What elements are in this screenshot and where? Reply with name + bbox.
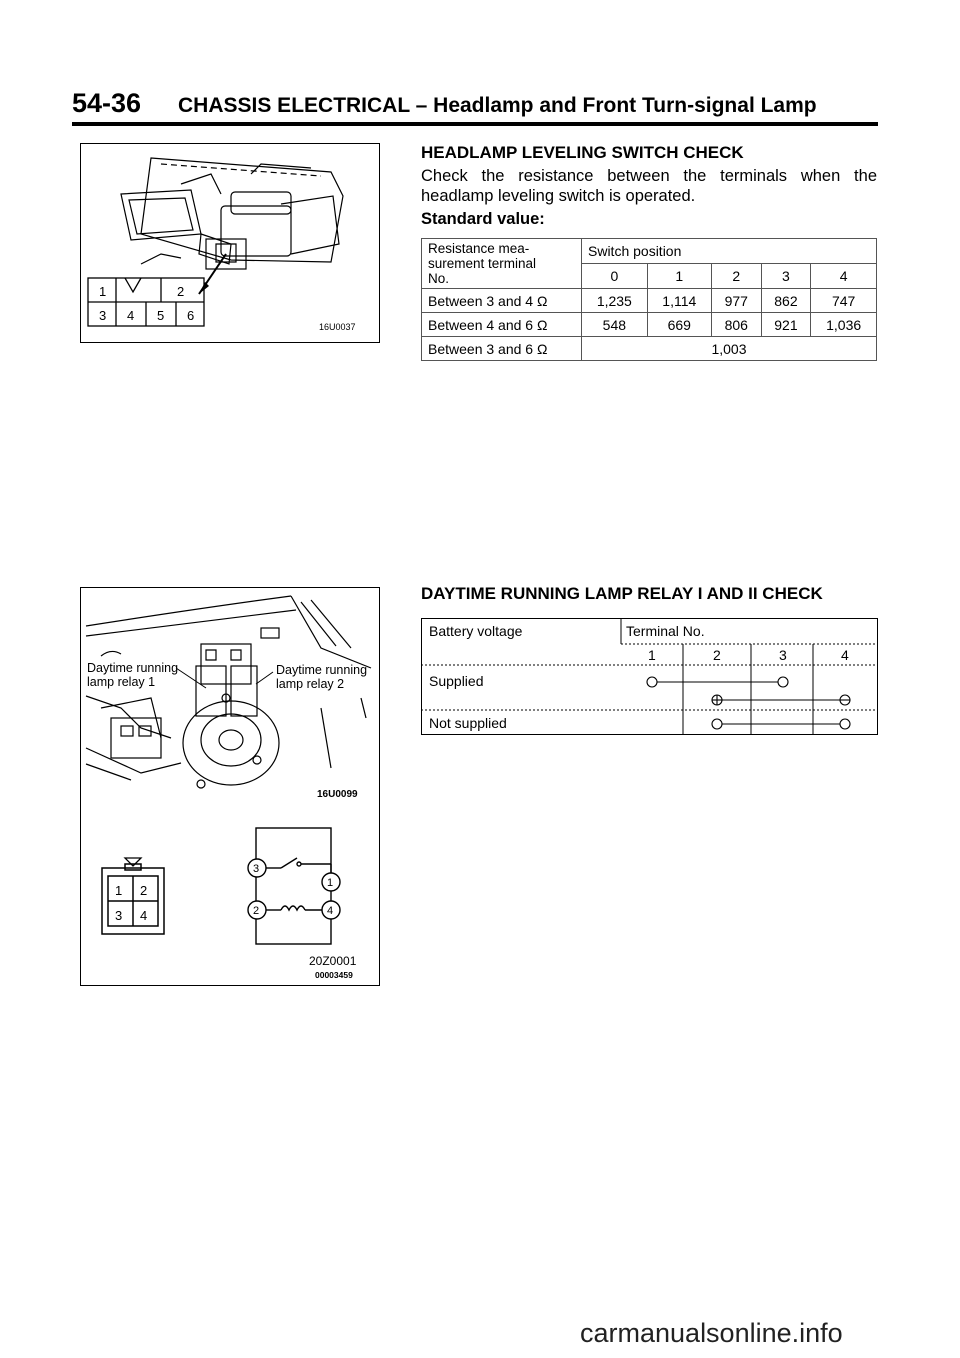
col-header-battery: Battery voltage: [429, 623, 523, 639]
cell: 548: [582, 313, 648, 337]
page-title: CHASSIS ELECTRICAL – Headlamp and Front Turn-signal Lamp: [178, 94, 817, 117]
circuit-terminal-1: 1: [327, 877, 334, 889]
watermark: carmanualsonline.info: [580, 1318, 843, 1348]
section-body-leveling: Check the resistance between the terminals when the headlamp leveling switch is operated.: [421, 167, 877, 205]
terminal-4: 4: [127, 308, 135, 323]
label-relay1-line1: Daytime running: [87, 661, 179, 675]
relay-illustration: [81, 588, 378, 984]
pos-1: 1: [647, 264, 711, 289]
merged-cell: 1,003: [582, 337, 877, 361]
row-label-supplied: Supplied: [429, 673, 484, 689]
label-relay2-line2: lamp relay 2: [276, 677, 345, 691]
label-relay1-line2: lamp relay 1: [87, 675, 156, 689]
figure-leveling-switch: [80, 143, 380, 343]
section-title-leveling: HEADLAMP LEVELING SWITCH CHECK: [421, 143, 744, 162]
pos-0: 0: [582, 264, 648, 289]
switch-position-header: Switch position: [582, 239, 877, 264]
cell: 1,235: [582, 289, 648, 313]
cell: 669: [647, 313, 711, 337]
figure-relay: [80, 587, 380, 986]
col-header-terminal: Resistance mea- surement terminal No.: [422, 239, 582, 289]
conn-terminal-2: 2: [140, 883, 148, 898]
row-label: Between 3 and 6 Ω: [422, 337, 582, 361]
header-rule: [72, 122, 878, 126]
conn-terminal-1: 1: [115, 883, 123, 898]
row-label-not-supplied: Not supplied: [429, 715, 507, 731]
pos-2: 2: [711, 264, 761, 289]
relay-check-table: [421, 618, 878, 736]
figure-code-small: 00003459: [315, 970, 353, 980]
terminal-3-header: 3: [779, 647, 787, 663]
circuit-terminal-2: 2: [253, 905, 260, 917]
page-number: 54-36: [72, 88, 142, 118]
terminal-6: 6: [187, 308, 195, 323]
figure-code-bottom: 20Z0001: [309, 954, 357, 968]
terminal-4-header: 4: [841, 647, 849, 663]
terminal-2-header: 2: [713, 647, 721, 663]
terminal-3: 3: [99, 308, 107, 323]
pos-3: 3: [761, 264, 811, 289]
terminal-1-header: 1: [648, 647, 656, 663]
pos-4: 4: [811, 264, 877, 289]
cell: 921: [761, 313, 811, 337]
section-title-relay: DAYTIME RUNNING LAMP RELAY I AND II CHECK: [421, 584, 823, 603]
conn-terminal-3: 3: [115, 908, 123, 923]
figure-code-top: 16U0099: [317, 789, 358, 800]
cell: 1,114: [647, 289, 711, 313]
cell: 862: [761, 289, 811, 313]
cell: 977: [711, 289, 761, 313]
standard-value-label: Standard value:: [421, 210, 545, 228]
terminal-1: 1: [99, 284, 107, 299]
circuit-terminal-3: 3: [253, 863, 260, 875]
conn-terminal-4: 4: [140, 908, 148, 923]
cell: 747: [811, 289, 877, 313]
row-label: Between 4 and 6 Ω: [422, 313, 582, 337]
circuit-terminal-4: 4: [327, 905, 334, 917]
terminal-5: 5: [157, 308, 165, 323]
row-label: Between 3 and 4 Ω: [422, 289, 582, 313]
terminal-2: 2: [177, 284, 185, 299]
relay-table: [421, 618, 878, 741]
cell: 806: [711, 313, 761, 337]
figure-code: 16U0037: [319, 322, 356, 332]
resistance-table: [421, 238, 877, 361]
label-relay2-line1: Daytime running: [276, 663, 368, 677]
cell: 1,036: [811, 313, 877, 337]
leveling-switch-illustration: [81, 144, 378, 341]
col-header-terminal: Terminal No.: [626, 623, 705, 639]
